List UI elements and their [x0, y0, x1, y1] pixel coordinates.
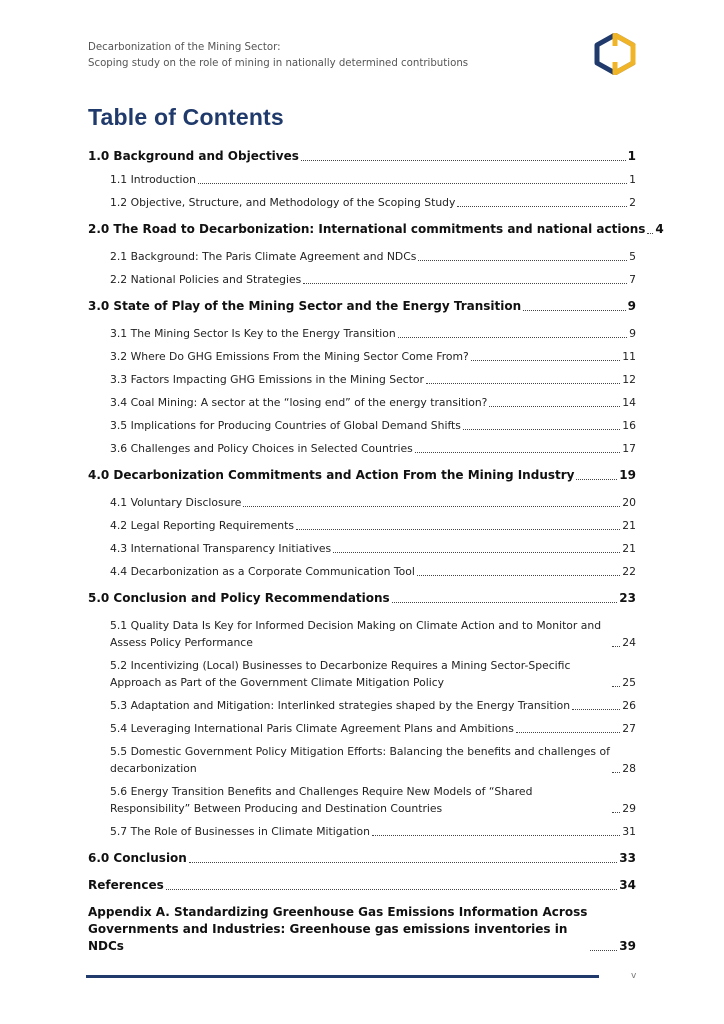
dot-leader	[612, 686, 620, 687]
toc-entry-page: 39	[619, 939, 636, 953]
running-header	[88, 40, 468, 72]
toc-entry-title: 4.4 Decarbonization as a Corporate Communication Tool	[110, 565, 415, 578]
toc-entry-title: 3.5 Implications for Producing Countries of Global Demand Shifts	[110, 419, 461, 432]
dot-leader	[647, 233, 653, 234]
page-title: Table of Contents	[88, 104, 284, 130]
toc-entry-title: 1.2 Objective, Structure, and Methodology of the Scoping Study	[110, 196, 456, 209]
header-line-2: Scoping study on the role of mining in nationally determined contributions	[88, 58, 469, 69]
toc-entry-page: 22	[622, 565, 636, 578]
toc-entry-page: 7	[629, 273, 636, 286]
toc-entry[interactable]	[88, 194, 636, 211]
toc-entry-page: 1	[629, 173, 636, 186]
toc-entry-page: 2	[629, 196, 636, 209]
toc-entry-title: 4.0 Decarbonization Commitments and Action From the Mining Industry	[88, 468, 575, 482]
toc-entry[interactable]	[88, 417, 636, 434]
toc-entry-title: 1.0 Background and Objectives	[88, 149, 299, 163]
toc-entry[interactable]	[88, 494, 636, 511]
dot-leader	[189, 862, 617, 863]
toc-entry-title: 4.3 International Transparency Initiatives	[110, 542, 332, 555]
toc-entry[interactable]	[88, 148, 636, 165]
toc-entry[interactable]	[88, 720, 636, 737]
toc-entry-title: 5.0 Conclusion and Policy Recommendations	[88, 591, 390, 605]
toc-entry-title: 5.7 The Role of Businesses in Climate Mitigation	[110, 825, 370, 838]
dot-leader	[457, 206, 627, 207]
header-line-1: Decarbonization of the Mining Sector:	[88, 42, 281, 53]
toc-entry[interactable]	[88, 657, 636, 691]
dot-leader	[243, 506, 620, 507]
dot-leader	[417, 575, 620, 576]
dot-leader	[590, 950, 617, 951]
toc-entry-title: 5.2 Incentivizing (Local) Businesses to Decarbonize Requires a Mining Sector-Specific Approach as Part of the Government Climate Mitigation Policy	[110, 659, 571, 689]
toc-entry-page: 27	[622, 722, 636, 735]
dot-leader	[296, 529, 620, 530]
dot-leader	[418, 260, 627, 261]
toc-entry-page: 26	[622, 699, 636, 712]
toc-entry-title: 3.3 Factors Impacting GHG Emissions in the Mining Sector	[110, 373, 424, 386]
toc-entry[interactable]	[88, 904, 636, 955]
toc-entry-page: 24	[622, 636, 636, 649]
toc-entry-page: 1	[627, 149, 636, 163]
toc-entry-title: References	[88, 878, 164, 892]
dot-leader	[489, 406, 620, 407]
dot-leader	[612, 812, 620, 813]
toc-entry-page: 25	[622, 676, 636, 689]
toc-entry-title: 3.6 Challenges and Policy Choices in Selected Countries	[110, 442, 413, 455]
toc-entry-page: 17	[622, 442, 636, 455]
toc-entry[interactable]	[88, 877, 636, 894]
toc-entry[interactable]	[88, 563, 636, 580]
toc-entry[interactable]	[88, 467, 636, 484]
toc-entry-page: 14	[622, 396, 636, 409]
toc-entry-page: 29	[622, 802, 636, 815]
dot-leader	[392, 602, 618, 603]
toc-entry-page: 31	[622, 825, 636, 838]
toc-entry[interactable]	[88, 850, 636, 867]
toc-entry-title: 3.1 The Mining Sector Is Key to the Energy Transition	[110, 327, 396, 340]
toc-entry-title: 3.2 Where Do GHG Emissions From the Mining Sector Come From?	[110, 350, 469, 363]
dot-leader	[471, 360, 621, 361]
toc-entry-title: 4.2 Legal Reporting Requirements	[110, 519, 294, 532]
dot-leader	[523, 310, 625, 311]
dot-leader	[301, 160, 626, 161]
dot-leader	[612, 772, 620, 773]
toc-entry[interactable]	[88, 697, 636, 714]
footer-rule	[86, 975, 599, 978]
toc-entry-page: 23	[619, 591, 636, 605]
toc-entry[interactable]	[88, 823, 636, 840]
toc-entry-page: 12	[622, 373, 636, 386]
table-of-contents	[88, 148, 664, 961]
toc-entry-title: 5.6 Energy Transition Benefits and Challenges Require New Models of “Shared Responsibility” Between Producing and Destination Countries	[110, 785, 533, 815]
dot-leader	[516, 732, 620, 733]
toc-entry[interactable]	[88, 743, 636, 777]
toc-entry-page: 4	[655, 222, 664, 236]
toc-entry[interactable]	[88, 517, 636, 534]
toc-entry-page: 5	[629, 250, 636, 263]
dot-leader	[166, 889, 618, 890]
dot-leader	[372, 835, 620, 836]
dot-leader	[426, 383, 620, 384]
toc-entry-title: 4.1 Voluntary Disclosure	[110, 496, 242, 509]
toc-entry[interactable]	[88, 371, 636, 388]
hexagon-logo-icon	[592, 33, 638, 75]
toc-entry[interactable]	[88, 590, 636, 607]
toc-entry-title: Appendix A. Standardizing Greenhouse Gas Emissions Information Across Governments and Industries: Greenhouse gas emissions inventories in NDCs	[88, 905, 588, 953]
toc-entry-page: 28	[622, 762, 636, 775]
page-number: v	[631, 971, 637, 981]
toc-entry-page: 9	[627, 299, 636, 313]
toc-entry-page: 16	[622, 419, 636, 432]
toc-entry-page: 34	[619, 878, 636, 892]
dot-leader	[463, 429, 620, 430]
toc-entry[interactable]	[88, 248, 636, 265]
toc-entry[interactable]	[88, 540, 636, 557]
toc-entry-page: 20	[622, 496, 636, 509]
toc-entry[interactable]	[88, 394, 636, 411]
toc-entry[interactable]	[88, 440, 636, 457]
toc-entry-title: 2.2 National Policies and Strategies	[110, 273, 302, 286]
toc-entry[interactable]	[88, 783, 636, 817]
toc-entry[interactable]	[88, 221, 664, 238]
toc-entry-title: 5.1 Quality Data Is Key for Informed Decision Making on Climate Action and to Monitor and Assess Policy Performance	[110, 619, 602, 649]
dot-leader	[398, 337, 627, 338]
toc-entry-page: 33	[619, 851, 636, 865]
toc-entry-title: 1.1 Introduction	[110, 173, 196, 186]
dot-leader	[198, 183, 627, 184]
toc-entry-title: 5.4 Leveraging International Paris Climate Agreement Plans and Ambitions	[110, 722, 514, 735]
dot-leader	[576, 479, 617, 480]
toc-entry[interactable]	[88, 171, 636, 188]
toc-entry[interactable]	[88, 617, 636, 651]
toc-entry-title: 3.0 State of Play of the Mining Sector and the Energy Transition	[88, 299, 522, 313]
toc-entry-page: 21	[622, 542, 636, 555]
dot-leader	[333, 552, 620, 553]
toc-entry-title: 2.1 Background: The Paris Climate Agreement and NDCs	[110, 250, 417, 263]
dot-leader	[303, 283, 627, 284]
toc-entry[interactable]	[88, 325, 636, 342]
dot-leader	[572, 709, 620, 710]
toc-entry[interactable]	[88, 298, 636, 315]
toc-entry[interactable]	[88, 271, 636, 288]
toc-entry-title: 3.4 Coal Mining: A sector at the “losing end” of the energy transition?	[110, 396, 488, 409]
toc-entry-title: 5.3 Adaptation and Mitigation: Interlinked strategies shaped by the Energy Transition	[110, 699, 571, 712]
toc-entry-page: 11	[622, 350, 636, 363]
toc-entry-page: 19	[619, 468, 636, 482]
toc-entry-page: 9	[629, 327, 636, 340]
toc-entry-title: 2.0 The Road to Decarbonization: International commitments and national actions	[88, 222, 646, 236]
dot-leader	[612, 646, 620, 647]
toc-entry[interactable]	[88, 348, 636, 365]
toc-entry-title: 5.5 Domestic Government Policy Mitigation Efforts: Balancing the benefits and challenges of decarbonization	[110, 745, 610, 775]
dot-leader	[415, 452, 620, 453]
toc-entry-title: 6.0 Conclusion	[88, 851, 187, 865]
toc-entry-page: 21	[622, 519, 636, 532]
